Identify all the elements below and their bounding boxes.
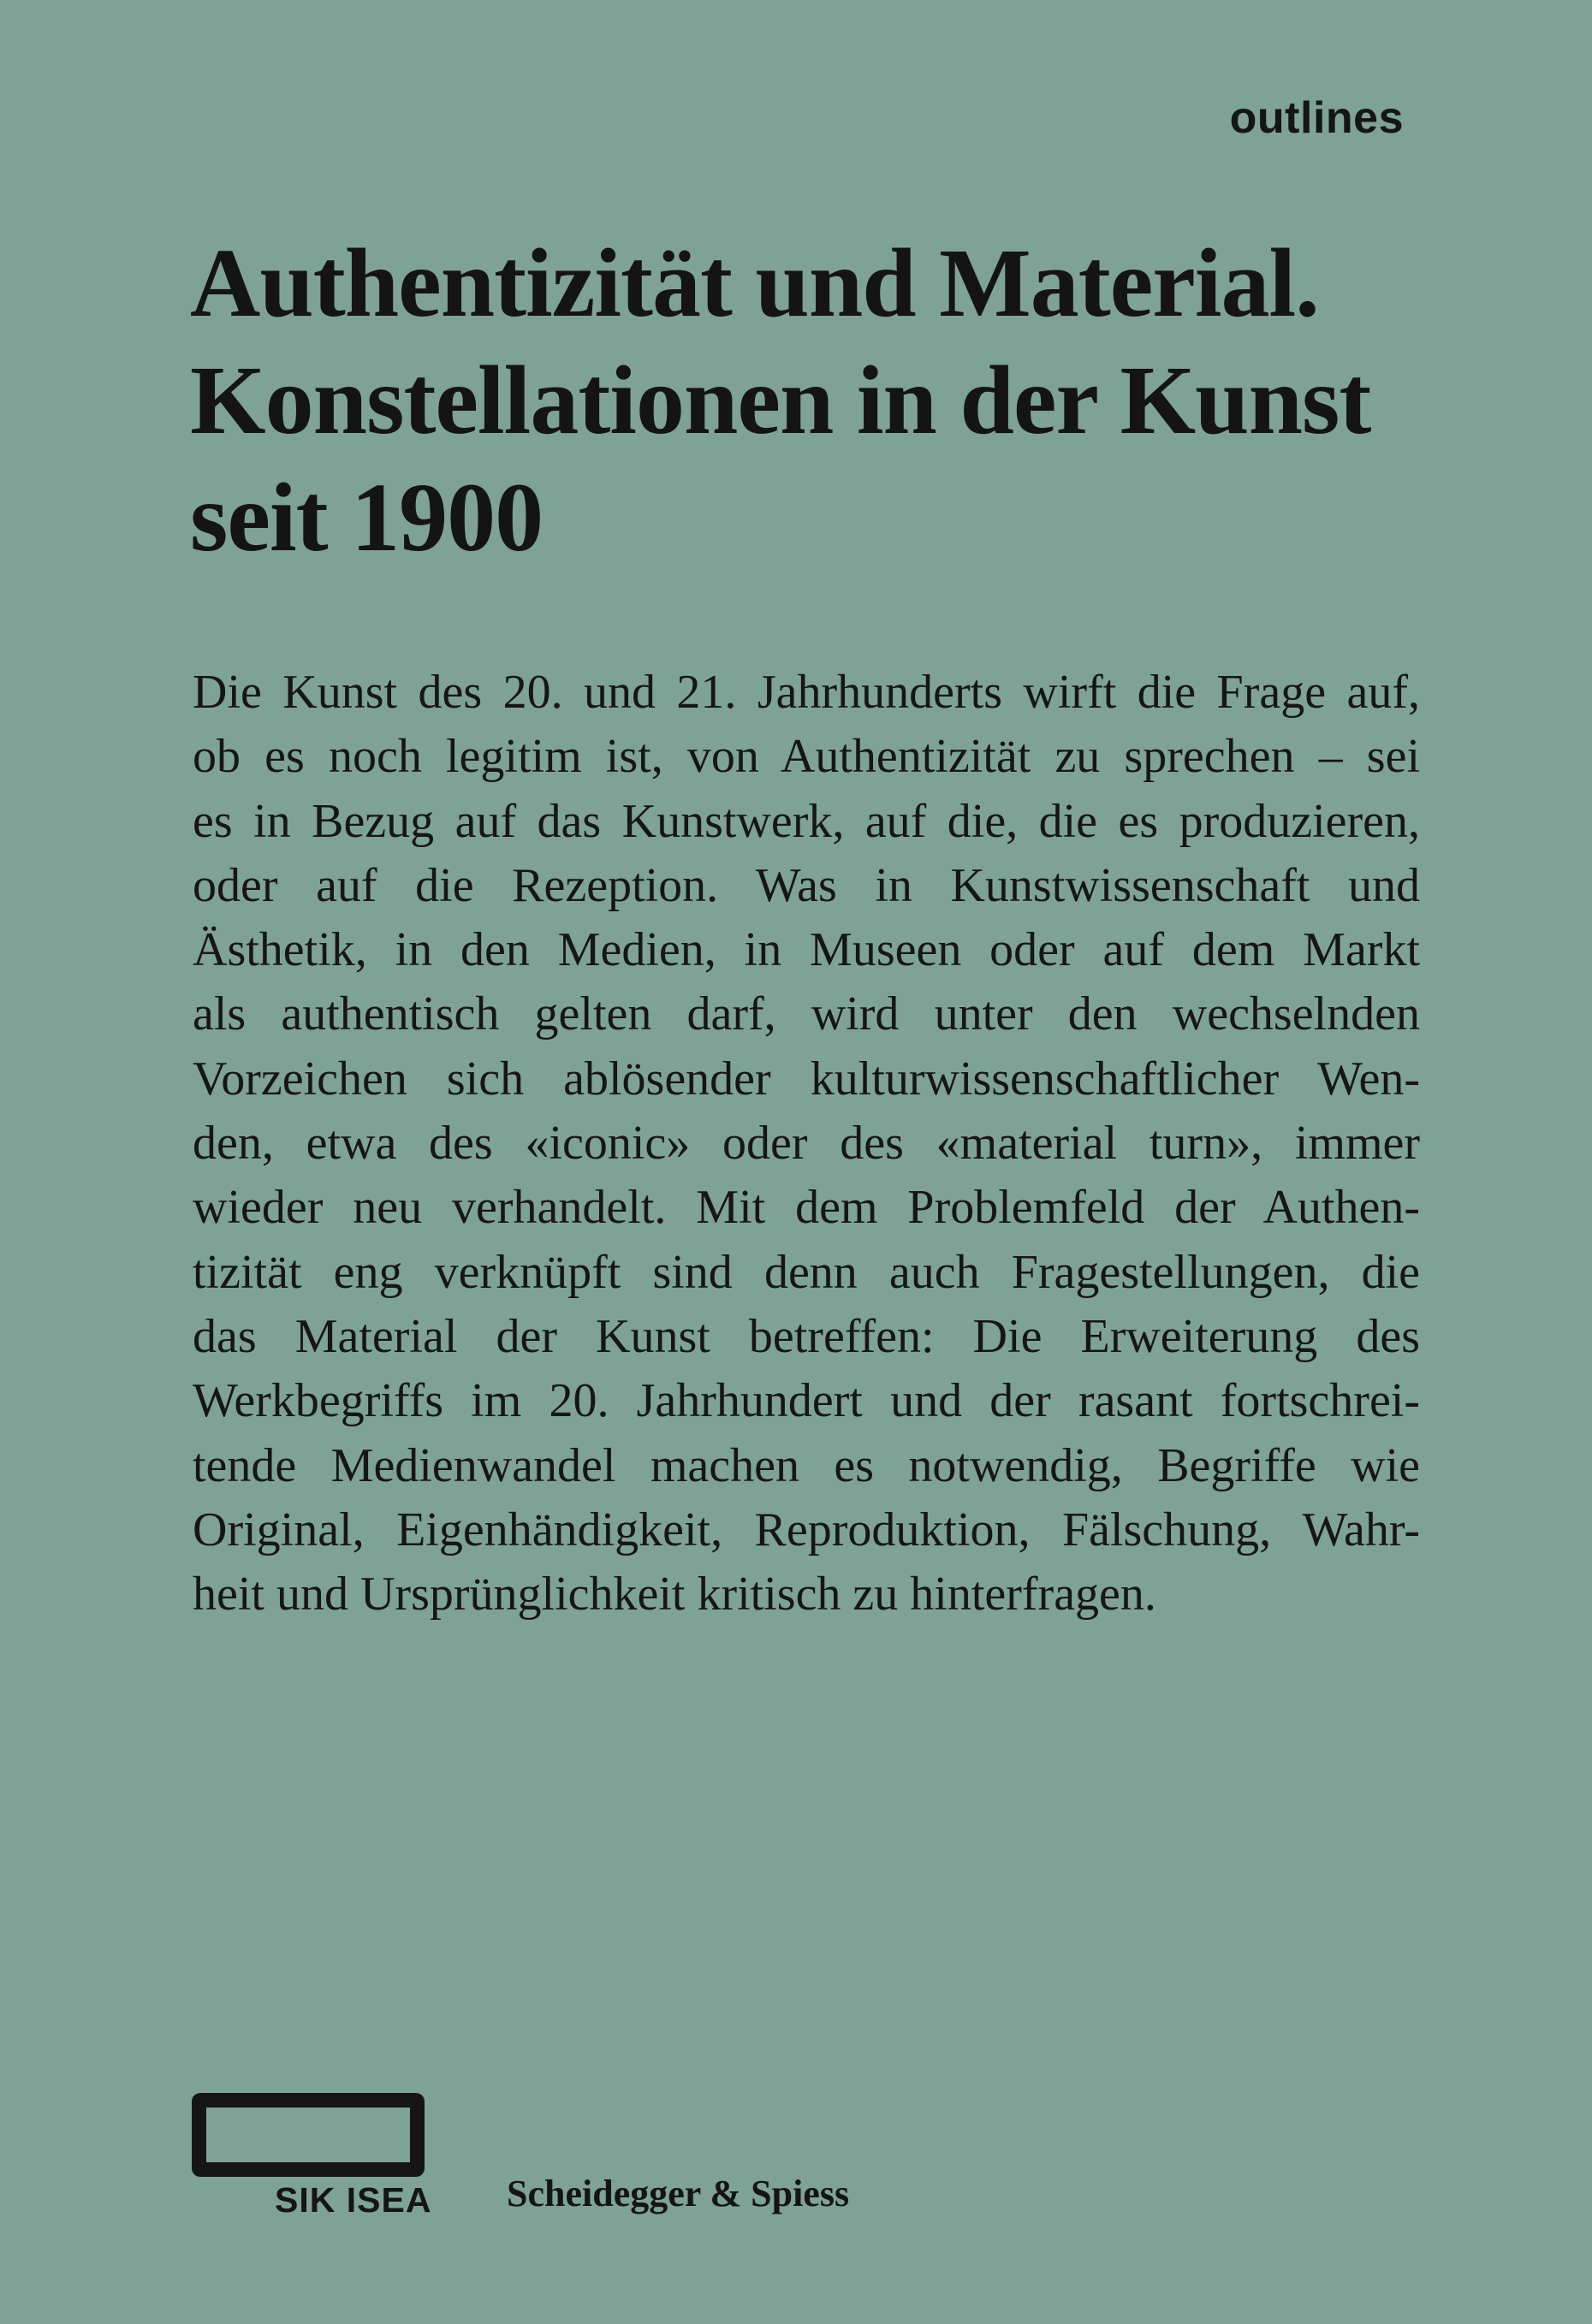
blurb-line: Original, Eigenhändigkeit, Reproduktion, Fälschung, Wahr- xyxy=(193,1503,1420,1556)
blurb-line: den, etwa des «iconic» oder des «material turn», immer xyxy=(193,1117,1420,1171)
sik-isea-logo xyxy=(192,2093,432,2220)
blurb-line: oder auf die Rezeption. Was in Kunstwissenschaft und xyxy=(193,858,1420,912)
blurb-line: es in Bezug auf das Kunstwerk, auf die, die es produzieren, xyxy=(193,794,1420,848)
blurb-line: Ästhetik, in den Medien, in Museen oder auf dem Markt xyxy=(193,923,1420,977)
blurb-line: Vorzeichen sich ablösender kulturwissenschaftlicher Wen- xyxy=(193,1052,1420,1106)
blurb-text xyxy=(193,661,1420,1627)
blurb-line: tizität eng verknüpft sind denn auch Fragestellungen, die xyxy=(193,1245,1420,1299)
title-line: Authentizität und Material. xyxy=(190,228,1319,337)
blurb-line: ob es noch legitim ist, von Authentizität zu sprechen – sei xyxy=(193,730,1420,784)
title-line: seit 1900 xyxy=(190,463,544,572)
logo-text: SIK ISEA xyxy=(275,2180,432,2220)
blurb-line: Werkbegriffs im 20. Jahrhundert und der rasant fortschrei- xyxy=(193,1374,1420,1428)
blurb-line: Die Kunst des 20. und 21. Jahrhunderts wirft die Frage auf, xyxy=(193,666,1420,719)
book-title xyxy=(190,224,1423,576)
publisher-name: Scheidegger & Spiess xyxy=(507,2173,850,2214)
blurb-line: wieder neu verhandelt. Mit dem Problemfeld der Authen- xyxy=(193,1181,1420,1235)
blurb-line: heit und Ursprünglichkeit kritisch zu hinterfragen. xyxy=(193,1568,1156,1621)
logo-frame-icon xyxy=(192,2093,425,2177)
series-label: outlines xyxy=(1229,93,1404,143)
blurb-line: tende Medienwandel machen es notwendig, Begriffe wie xyxy=(193,1438,1420,1492)
title-line: Konstellationen in der Kunst xyxy=(190,346,1371,454)
blurb-line: das Material der Kunst betreffen: Die Erweiterung des xyxy=(193,1309,1420,1363)
blurb-line: als authentisch gelten darf, wird unter den wechselnden xyxy=(193,987,1420,1041)
